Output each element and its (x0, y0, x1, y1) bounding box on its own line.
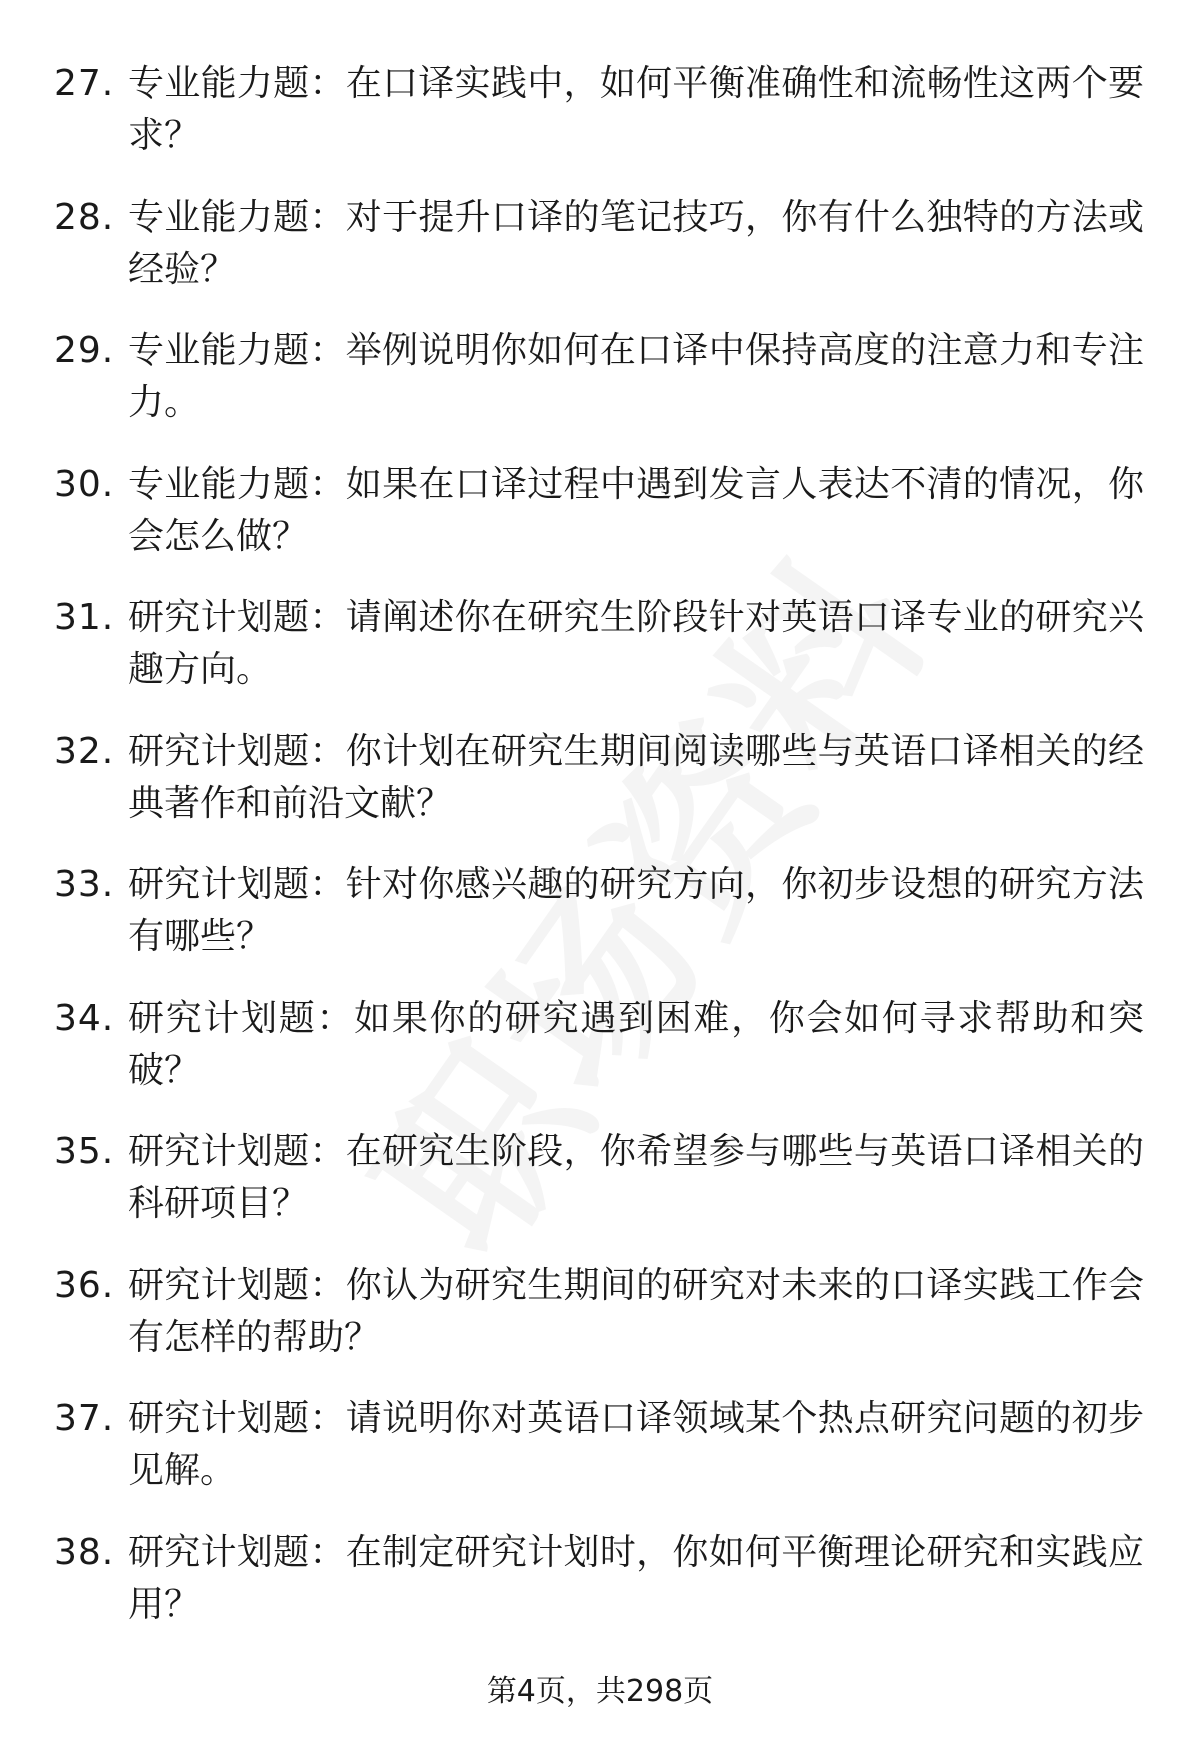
question-item-29 (54, 325, 1144, 429)
question-item-32 (54, 726, 1144, 830)
question-number: 34. (54, 997, 115, 1039)
question-text: 研究计划题：请阐述你在研究生阶段针对英语口译专业的研究兴趣方向。 (128, 597, 1144, 690)
question-text: 专业能力题：举例说明你如何在口译中保持高度的注意力和专注力。 (128, 330, 1144, 423)
question-item-30 (54, 459, 1144, 563)
question-number: 31. (54, 597, 115, 638)
question-number: 33. (54, 864, 115, 905)
question-text: 研究计划题：请说明你对英语口译领域某个热点研究问题的初步见解。 (128, 1398, 1144, 1491)
question-item-34 (54, 993, 1144, 1097)
question-number: 37. (54, 1398, 115, 1439)
question-number: 35. (54, 1131, 115, 1172)
question-number: 32. (54, 730, 115, 772)
question-text: 研究计划题：你计划在研究生期间阅读哪些与英语口译相关的经典著作和前沿文献？ (128, 730, 1144, 824)
question-number: 36. (54, 1264, 115, 1306)
question-number: 30. (54, 463, 115, 505)
question-text: 研究计划题：针对你感兴趣的研究方向，你初步设想的研究方法有哪些？ (128, 864, 1144, 957)
question-text: 专业能力题：对于提升口译的笔记技巧，你有什么独特的方法或经验？ (128, 196, 1144, 290)
question-number: 38. (54, 1531, 115, 1573)
question-number: 29. (54, 330, 115, 371)
question-item-33 (54, 859, 1144, 963)
question-text: 专业能力题：如果在口译过程中遇到发言人表达不清的情况，你会怎么做？ (128, 463, 1144, 557)
page-footer: 第4页，共298页 (486, 1674, 714, 1709)
question-item-27 (54, 58, 1144, 162)
question-text: 研究计划题：在研究生阶段，你希望参与哪些与英语口译相关的科研项目？ (128, 1131, 1144, 1224)
question-text: 研究计划题：如果你的研究遇到困难，你会如何寻求帮助和突破？ (128, 997, 1144, 1091)
question-text: 研究计划题：你认为研究生期间的研究对未来的口译实践工作会有怎样的帮助？ (128, 1264, 1144, 1358)
question-text: 专业能力题：在口译实践中，如何平衡准确性和流畅性这两个要求？ (128, 63, 1144, 156)
question-item-36 (54, 1260, 1144, 1364)
question-number: 27. (54, 63, 115, 104)
question-item-31 (54, 592, 1144, 696)
question-item-28 (54, 192, 1144, 296)
question-text: 研究计划题：在制定研究计划时，你如何平衡理论研究和实践应用？ (128, 1531, 1144, 1625)
question-item-35 (54, 1126, 1144, 1230)
question-number: 28. (54, 196, 115, 238)
question-list (54, 58, 1144, 1660)
question-item-37 (54, 1393, 1144, 1497)
question-item-38 (54, 1527, 1144, 1631)
